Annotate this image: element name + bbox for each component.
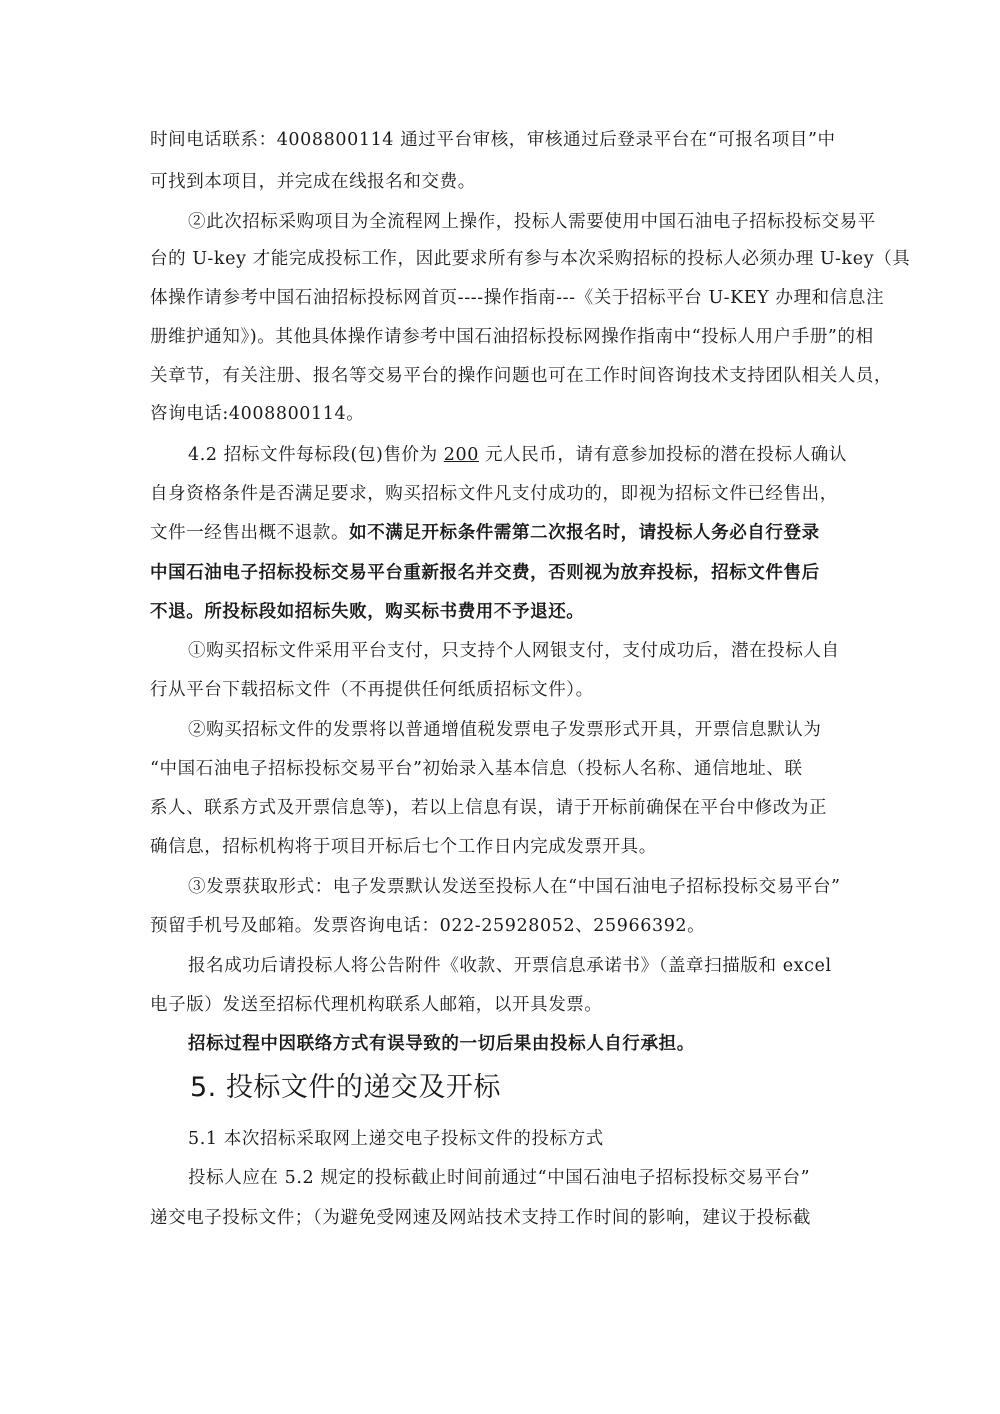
price-value: 200 [443, 445, 479, 465]
text-line: 行从平台下载招标文件（不再提供任何纸质招标文件）。 [150, 680, 594, 700]
text-line: ③发票获取形式：电子发票默认发送至投标人在“中国石油电子招标投标交易平台” [188, 877, 841, 897]
text-line: ②购买招标文件的发票将以普通增值税发票电子发票形式开具，开票信息默认为 [188, 720, 822, 740]
text-line: 台的 U-key 才能完成投标工作，因此要求所有参与本次采购招标的投标人必须办理 U-key（具 [150, 249, 911, 269]
bold-text-span: 如不满足开标条件需第二次报名时，请投标人务必自行登录 [349, 523, 820, 543]
text-line: 体操作请参考中国石油招标投标网首页----操作指南---《关于招标平台 U-KEY 办理和信息注 [150, 288, 885, 308]
text-line: 系人、联系方式及开票信息等)，若以上信息有误，请于开标前确保在平台中修改为正 [150, 798, 828, 818]
bold-text-line: 不退。所投标段如招标失败，购买标书费用不予退还。 [150, 602, 585, 622]
text-line: 确信息，招标机构将于项目开标后七个工作日内完成发票开具。 [150, 837, 657, 857]
text-line: “中国石油电子招标投标交易平台”初始录入基本信息（投标人名称、通信地址、联 [150, 759, 803, 779]
text-line: 投标人应在 5.2 规定的投标截止时间前通过“中国石油电子招标投标交易平台” [188, 1168, 811, 1188]
text-line: 册维护通知》)。其他具体操作请参考中国石油招标投标网操作指南中“投标人用户手册”的相 [150, 327, 874, 347]
bold-text-line: 中国石油电子招标投标交易平台重新报名并交费，否则视为放弃投标，招标文件售后 [150, 563, 820, 583]
text-line: 预留手机号及邮箱。发票咨询电话：022-25928052、25966392。 [150, 916, 706, 936]
price-line [188, 443, 888, 467]
text-line: 关章节，有关注册、报名等交易平台的操作问题也可在工作时间咨询技术支持团队相关人员， [150, 366, 893, 386]
text-line: 时间电话联系：4008800114 通过平台审核，审核通过后登录平台在“可报名项目”中 [150, 130, 836, 150]
text-line: ①购买招标文件采用平台支付，只支持个人网银支付，支付成功后，潜在投标人自 [188, 641, 840, 661]
text-line: 报名成功后请投标人将公告附件《收款、开票信息承诺书》（盖章扫描版和 excel [188, 956, 832, 976]
text-line: 可找到本项目，并完成在线报名和交费。 [150, 172, 476, 192]
text-line: 电子版）发送至招标代理机构联系人邮箱，以开具发票。 [150, 995, 603, 1015]
text-span: 文件一经售出概不退款。 [150, 523, 350, 543]
text-line [150, 521, 850, 545]
text-line: 咨询电话:4008800114。 [150, 404, 365, 424]
text-line: 自身资格条件是否满足要求，购买招标文件凡支付成功的，即视为招标文件已经售出， [150, 484, 838, 504]
text-span: 元人民币，请有意参加投标的潜在投标人确认 [484, 445, 847, 465]
subsection-title: 5.1 本次招标采取网上递交电子投标文件的投标方式 [188, 1129, 604, 1149]
text-line: ②此次招标采购项目为全流程网上操作，投标人需要使用中国石油电子招标投标交易平 [188, 212, 876, 232]
section-heading: 5. 投标文件的递交及开标 [190, 1072, 501, 1103]
text-span: 4.2 招标文件每标段(包)售价为 [188, 445, 438, 465]
text-line: 递交电子投标文件；（为避免受网速及网站技术支持工作时间的影响，建议于投标截 [150, 1208, 811, 1228]
bold-text-line: 招标过程中因联络方式有误导致的一切后果由投标人自行承担。 [188, 1034, 695, 1054]
